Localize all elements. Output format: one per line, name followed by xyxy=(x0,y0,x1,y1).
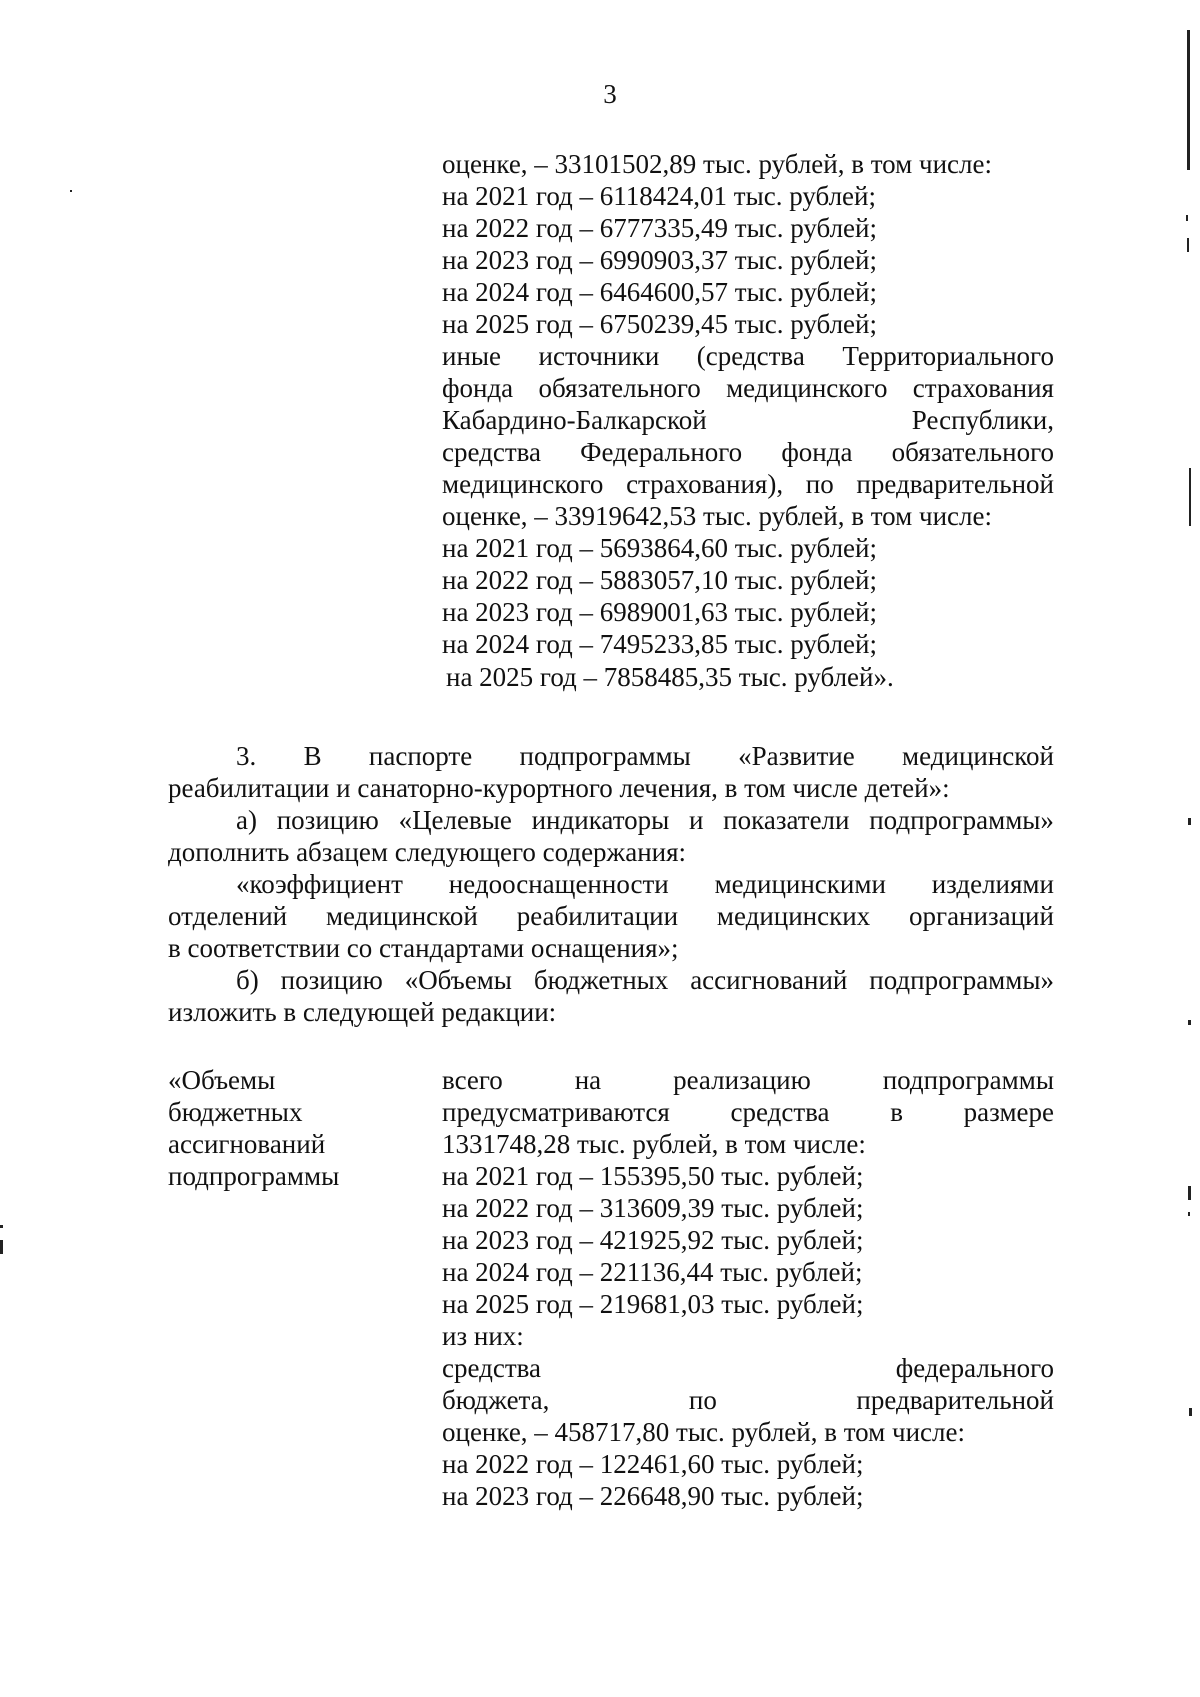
word: размере xyxy=(963,1097,1054,1127)
scan-edge-line xyxy=(1189,468,1191,526)
word: фонда xyxy=(442,373,514,403)
scan-speck xyxy=(1188,1020,1191,1025)
word: медицинской xyxy=(325,901,478,931)
text-line: на 2021 год – 5693864,60 тыс. рублей; xyxy=(442,533,877,563)
word: фонда xyxy=(781,437,853,467)
justified-line xyxy=(442,1352,1054,1385)
scan-speck xyxy=(1187,238,1189,252)
text-line: реабилитации и санаторно-курортного лечения, в том числе детей»: xyxy=(168,773,950,803)
text-line: на 2023 год – 6989001,63 тыс. рублей; xyxy=(442,597,877,627)
word: бюджетных xyxy=(533,965,669,995)
word: средства xyxy=(442,437,542,467)
justified-line xyxy=(236,868,1054,901)
scan-speck xyxy=(1186,215,1188,221)
justified-line xyxy=(236,804,1054,837)
word: подпрограммы xyxy=(519,741,691,771)
word: «Объемы xyxy=(404,965,512,995)
word: федерального xyxy=(895,1353,1054,1383)
word: по xyxy=(805,469,834,499)
scan-speck xyxy=(1188,1212,1190,1216)
word: подпрограммы» xyxy=(869,805,1054,835)
text-line: оценке, – 33919642,53 тыс. рублей, в том числе: xyxy=(442,501,992,531)
word: медицинскими xyxy=(714,869,886,899)
text-line: дополнить абзацем следующего содержания: xyxy=(168,837,687,867)
word: отделений xyxy=(168,901,288,931)
word: 3. xyxy=(236,741,257,771)
word: предварительной xyxy=(856,1385,1054,1415)
word: недооснащенности xyxy=(448,869,669,899)
scan-edge-line xyxy=(1187,30,1190,170)
justified-line xyxy=(442,1064,1054,1097)
word: позицию xyxy=(280,965,383,995)
table-label-line: бюджетных xyxy=(168,1097,303,1127)
word: «Целевые xyxy=(398,805,512,835)
text-line: на 2023 год – 226648,90 тыс. рублей; xyxy=(442,1481,864,1511)
word: страхования), xyxy=(626,469,784,499)
word: б) xyxy=(236,965,259,995)
justified-line xyxy=(442,1384,1054,1417)
word: Территориального xyxy=(842,341,1054,371)
word: медицинского xyxy=(442,469,604,499)
word: а) xyxy=(236,805,257,835)
text-line: изложить в следующей редакции: xyxy=(168,997,557,1027)
word: ассигнований xyxy=(690,965,848,995)
text-line: на 2024 год – 6464600,57 тыс. рублей; xyxy=(442,277,877,307)
justified-line xyxy=(236,964,1054,997)
justified-line xyxy=(442,340,1054,373)
text-line: на 2022 год – 313609,39 тыс. рублей; xyxy=(442,1193,864,1223)
table-label-line: «Объемы xyxy=(168,1065,276,1095)
text-line: оценке, – 458717,80 тыс. рублей, в том числе: xyxy=(442,1417,965,1447)
word: предварительной xyxy=(856,469,1054,499)
justified-line xyxy=(442,436,1054,469)
text-line: на 2025 год – 6750239,45 тыс. рублей; xyxy=(442,309,877,339)
justified-line xyxy=(442,468,1054,501)
word: «коэффициент xyxy=(236,869,403,899)
word: В xyxy=(303,741,322,771)
word: позицию xyxy=(276,805,379,835)
word: бюджета, xyxy=(442,1385,550,1415)
text-line: на 2022 год – 5883057,10 тыс. рублей; xyxy=(442,565,877,595)
text-line: на 2023 год – 421925,92 тыс. рублей; xyxy=(442,1225,864,1255)
word: медицинского xyxy=(726,373,888,403)
text-line: на 2022 год – 6777335,49 тыс. рублей; xyxy=(442,213,877,243)
word: подпрограммы» xyxy=(869,965,1054,995)
word: обязательного xyxy=(538,373,701,403)
scan-speck xyxy=(0,1225,3,1228)
word: реабилитации xyxy=(516,901,679,931)
text-line: в соответствии со стандартами оснащения»; xyxy=(168,933,679,963)
text-line: на 2021 год – 155395,50 тыс. рублей; xyxy=(442,1161,864,1191)
word: организаций xyxy=(909,901,1054,931)
text-line: на 2024 год – 221136,44 тыс. рублей; xyxy=(442,1257,863,1287)
word: средства xyxy=(730,1097,830,1127)
word: средства xyxy=(442,1353,542,1383)
word: реализацию xyxy=(673,1065,811,1095)
justified-line xyxy=(442,1096,1054,1129)
scan-speck xyxy=(1188,818,1191,825)
text-line: на 2024 год – 7495233,85 тыс. рублей; xyxy=(442,629,877,659)
text-line: оценке, – 33101502,89 тыс. рублей, в том числе: xyxy=(442,149,992,179)
word: обязательного xyxy=(891,437,1054,467)
word: иные xyxy=(442,341,502,371)
word: медицинской xyxy=(902,741,1054,771)
word: предусматриваются xyxy=(442,1097,670,1127)
word: источники xyxy=(538,341,660,371)
text-line: на 2022 год – 122461,60 тыс. рублей; xyxy=(442,1449,864,1479)
word: и xyxy=(689,805,704,835)
word: на xyxy=(574,1065,602,1095)
word: (средства xyxy=(696,341,805,371)
text-line: на 2025 год – 219681,03 тыс. рублей; xyxy=(442,1289,864,1319)
scan-speck xyxy=(0,1240,3,1254)
word: изделиями xyxy=(931,869,1054,899)
text-line: на 2021 год – 6118424,01 тыс. рублей; xyxy=(442,181,876,211)
text-line: на 2023 год – 6990903,37 тыс. рублей; xyxy=(442,245,877,275)
scan-speck xyxy=(1189,1408,1192,1416)
word: Федерального xyxy=(580,437,743,467)
page-number: 3 xyxy=(603,79,617,109)
word: всего xyxy=(442,1065,503,1095)
table-label-line: ассигнований xyxy=(168,1129,326,1159)
justified-line xyxy=(168,900,1054,933)
word: Республики, xyxy=(911,405,1054,435)
justified-line xyxy=(442,372,1054,405)
justified-line xyxy=(442,404,1054,437)
justified-line xyxy=(236,740,1054,773)
word: Кабардино-Балкарской xyxy=(442,405,707,435)
word: подпрограммы xyxy=(882,1065,1054,1095)
word: паспорте xyxy=(368,741,473,771)
text-line: из них: xyxy=(442,1321,524,1351)
word: в xyxy=(890,1097,903,1127)
text-line: 1331748,28 тыс. рублей, в том числе: xyxy=(442,1129,866,1159)
scan-speck xyxy=(1188,1186,1191,1200)
word: медицинских xyxy=(716,901,871,931)
table-label-line: подпрограммы xyxy=(168,1161,340,1191)
word: «Развитие xyxy=(738,741,855,771)
scan-speck xyxy=(70,190,72,192)
word: показатели xyxy=(723,805,850,835)
word: страхования xyxy=(912,373,1054,403)
text-line: на 2025 год – 7858485,35 тыс. рублей». xyxy=(446,662,894,692)
word: индикаторы xyxy=(531,805,670,835)
word: по xyxy=(688,1385,717,1415)
